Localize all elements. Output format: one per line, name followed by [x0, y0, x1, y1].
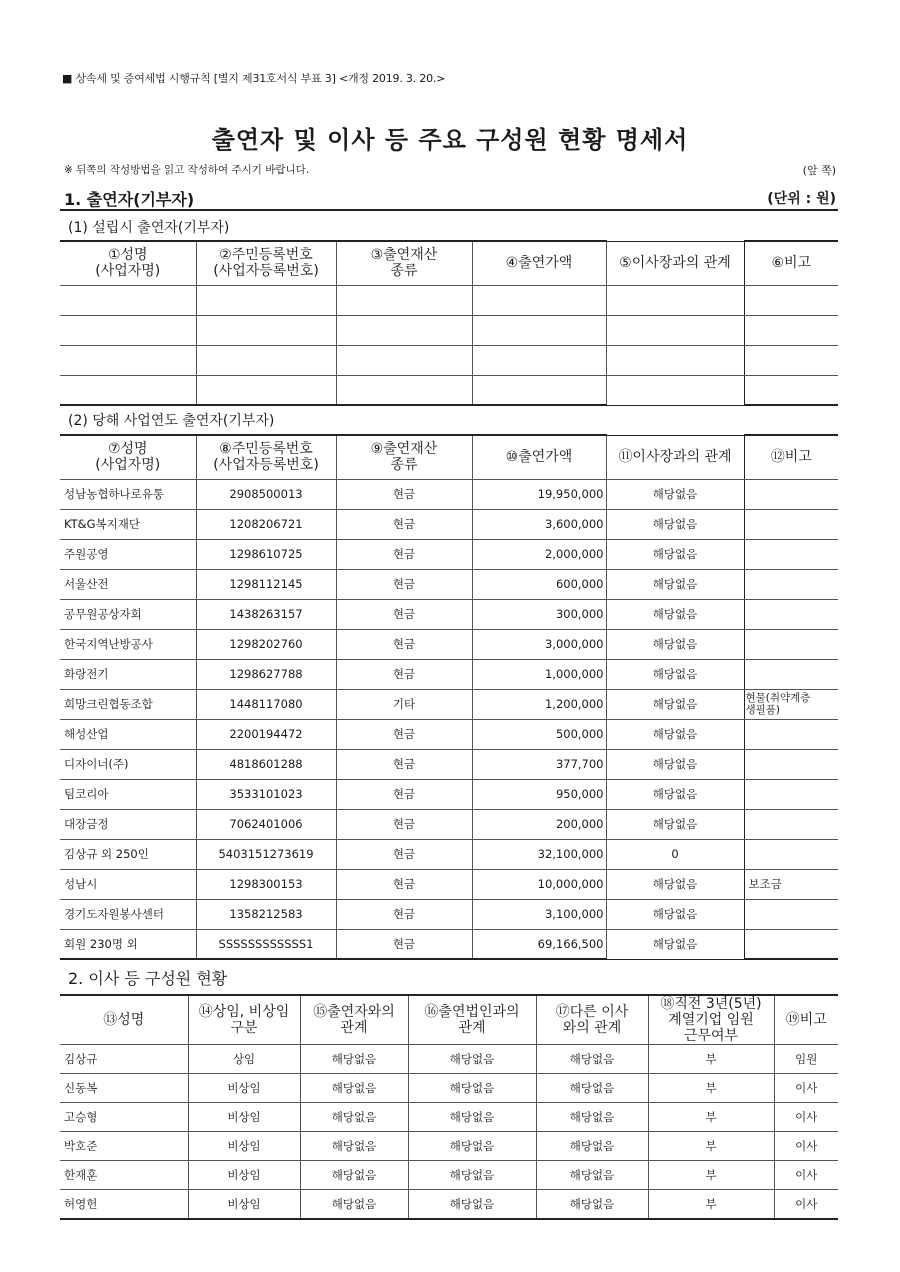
- table-cell: 비상임: [188, 1161, 300, 1190]
- current-year-donors-table: [60, 434, 838, 960]
- table-cell: 현금: [336, 599, 472, 629]
- table-cell: 현금: [336, 929, 472, 959]
- table-row: [60, 599, 838, 629]
- table-cell: [60, 375, 196, 405]
- table-row: [60, 659, 838, 689]
- table-cell: 화랑전기: [60, 659, 196, 689]
- table-cell: 디자이너(주): [60, 749, 196, 779]
- table-cell: 500,000: [472, 719, 606, 749]
- table-cell: 해당없음: [536, 1074, 648, 1103]
- table-cell: 4818601288: [196, 749, 336, 779]
- table-cell: [196, 315, 336, 345]
- table-cell: 해당없음: [408, 1190, 536, 1219]
- unit-label: (단위 : 원): [767, 191, 836, 207]
- table-cell: 해당없음: [606, 539, 744, 569]
- table-cell: 현금: [336, 509, 472, 539]
- table-cell: [196, 375, 336, 405]
- table-cell: 이사: [774, 1074, 838, 1103]
- table-header-row: [60, 995, 838, 1045]
- table-cell: 1,000,000: [472, 659, 606, 689]
- table-cell: 현금: [336, 899, 472, 929]
- table-cell: 이사: [774, 1190, 838, 1219]
- header-donor-relation: ⑮출연자와의 관계: [300, 995, 408, 1045]
- table-row: [60, 1103, 838, 1132]
- header-name: ①성명 (사업자명): [60, 241, 196, 285]
- table-row: [60, 1161, 838, 1190]
- table-cell: 경기도자원봉사센터: [60, 899, 196, 929]
- table-cell: [744, 569, 838, 599]
- table-cell: 해성산업: [60, 719, 196, 749]
- table-cell: 부: [648, 1103, 774, 1132]
- table-cell: [744, 899, 838, 929]
- table-row: [60, 839, 838, 869]
- table-cell: [744, 929, 838, 959]
- table-cell: 성남시: [60, 869, 196, 899]
- table-cell: 해당없음: [300, 1190, 408, 1219]
- table-cell: 현금: [336, 809, 472, 839]
- table-cell: 해당없음: [606, 779, 744, 809]
- table-cell: 주원공영: [60, 539, 196, 569]
- table-cell: 해당없음: [606, 629, 744, 659]
- table-row: [60, 375, 838, 405]
- table-cell: [744, 599, 838, 629]
- table-cell: 허영헌: [60, 1190, 188, 1219]
- table-cell: 해당없음: [606, 749, 744, 779]
- table-cell: [60, 345, 196, 375]
- table-cell: 1298202760: [196, 629, 336, 659]
- table-cell: 해당없음: [536, 1103, 648, 1132]
- header-corp-relation: ⑯출연법인과의 관계: [408, 995, 536, 1045]
- table-cell: 박호준: [60, 1132, 188, 1161]
- table-row: [60, 929, 838, 959]
- header-other-director-relation: ⑰다른 이사 와의 관계: [536, 995, 648, 1045]
- table-row: [60, 899, 838, 929]
- table-row: [60, 689, 838, 719]
- header-asset-type: ③출연재산 종류: [336, 241, 472, 285]
- table-row: [60, 629, 838, 659]
- table-cell: [744, 285, 838, 315]
- table-cell: 회원 230명 외: [60, 929, 196, 959]
- table-cell: 한재훈: [60, 1161, 188, 1190]
- table-cell: 1438263157: [196, 599, 336, 629]
- table-cell: [744, 539, 838, 569]
- table-cell: 현금: [336, 569, 472, 599]
- table-cell: 현금: [336, 779, 472, 809]
- table-cell: 300,000: [472, 599, 606, 629]
- board-members-table: [60, 994, 838, 1220]
- page-side-label: (앞 쪽): [802, 164, 836, 177]
- header-remark: ⑫비고: [744, 435, 838, 479]
- table-row: [60, 509, 838, 539]
- table-cell: [744, 809, 838, 839]
- table-cell: 팀코리아: [60, 779, 196, 809]
- table-cell: SSSSSSSSSSSS1: [196, 929, 336, 959]
- table-row: [60, 285, 838, 315]
- table-cell: 해당없음: [408, 1103, 536, 1132]
- table-cell: [606, 375, 744, 405]
- table-cell: 19,950,000: [472, 479, 606, 509]
- table-cell: 상임: [188, 1045, 300, 1074]
- table-cell: 600,000: [472, 569, 606, 599]
- table-cell: 0: [606, 839, 744, 869]
- founding-donors-table: [60, 240, 838, 406]
- table-cell: 1298112145: [196, 569, 336, 599]
- header-affiliate-executive: ⑱직전 3년(5년) 계열기업 임원 근무여부: [648, 995, 774, 1045]
- table-cell: 69,166,500: [472, 929, 606, 959]
- table-row: [60, 1190, 838, 1219]
- table-cell: 해당없음: [408, 1074, 536, 1103]
- table-cell: 1298610725: [196, 539, 336, 569]
- table-cell: 부: [648, 1045, 774, 1074]
- table-cell: [744, 345, 838, 375]
- table-cell: [606, 345, 744, 375]
- table-cell: [336, 285, 472, 315]
- table-cell: [744, 315, 838, 345]
- table-cell: 3533101023: [196, 779, 336, 809]
- table-cell: 3,600,000: [472, 509, 606, 539]
- table-row: [60, 569, 838, 599]
- table-cell: 현금: [336, 479, 472, 509]
- table-cell: 해당없음: [300, 1103, 408, 1132]
- table-cell: 3,000,000: [472, 629, 606, 659]
- header-reg-no: ②주민등록번호 (사업자등록번호): [196, 241, 336, 285]
- table-cell: [196, 345, 336, 375]
- table-cell: 2200194472: [196, 719, 336, 749]
- table-cell: 김상규: [60, 1045, 188, 1074]
- table-cell: 현금: [336, 719, 472, 749]
- table-cell: 1,200,000: [472, 689, 606, 719]
- table-cell: 현금: [336, 839, 472, 869]
- table-cell: [336, 345, 472, 375]
- table-cell: 1298627788: [196, 659, 336, 689]
- table-cell: 성남농협하나로유통: [60, 479, 196, 509]
- table-cell: 현금: [336, 869, 472, 899]
- table-cell: 해당없음: [536, 1190, 648, 1219]
- table-cell: 377,700: [472, 749, 606, 779]
- table-cell: 해당없음: [300, 1161, 408, 1190]
- table-cell: [744, 719, 838, 749]
- table-row: [60, 479, 838, 509]
- table-cell: 2908500013: [196, 479, 336, 509]
- table-cell: 희망크린협동조합: [60, 689, 196, 719]
- table-cell: 현금: [336, 749, 472, 779]
- table-cell: 7062401006: [196, 809, 336, 839]
- table-cell: [744, 839, 838, 869]
- guide-note: ※ 뒤쪽의 작성방법을 읽고 작성하여 주시기 바랍니다.: [64, 164, 310, 176]
- table-cell: [336, 315, 472, 345]
- table-cell: 김상규 외 250인: [60, 839, 196, 869]
- table-cell: 해당없음: [606, 869, 744, 899]
- table-cell: 현금: [336, 629, 472, 659]
- table-cell: 해당없음: [300, 1074, 408, 1103]
- table-cell: 해당없음: [606, 659, 744, 689]
- header-remark: ⑥비고: [744, 241, 838, 285]
- table-cell: [60, 315, 196, 345]
- table-cell: 비상임: [188, 1074, 300, 1103]
- table-row: [60, 1132, 838, 1161]
- table-cell: 해당없음: [536, 1161, 648, 1190]
- table-cell: 임원: [774, 1045, 838, 1074]
- table-row: [60, 869, 838, 899]
- sub1-title: (1) 설립시 출연자(기부자): [68, 220, 230, 236]
- table-cell: 부: [648, 1161, 774, 1190]
- table-cell: 현금: [336, 659, 472, 689]
- table-cell: 해당없음: [606, 599, 744, 629]
- sub2-title: (2) 당해 사업연도 출연자(기부자): [68, 413, 275, 429]
- table-cell: [606, 285, 744, 315]
- table-cell: [60, 285, 196, 315]
- table-cell: 비상임: [188, 1132, 300, 1161]
- table-cell: 32,100,000: [472, 839, 606, 869]
- table-cell: 대장금정: [60, 809, 196, 839]
- table-cell: 해당없음: [408, 1132, 536, 1161]
- header-member-name: ⑬성명: [60, 995, 188, 1045]
- table-cell: 해당없음: [606, 809, 744, 839]
- table-cell: 이사: [774, 1103, 838, 1132]
- table-cell: [472, 315, 606, 345]
- header-name: ⑦성명 (사업자명): [60, 435, 196, 479]
- header-relation: ⑤이사장과의 관계: [606, 241, 744, 285]
- table-cell: 해당없음: [408, 1161, 536, 1190]
- section2-title: 2. 이사 등 구성원 현황: [68, 969, 228, 988]
- header-asset-type: ⑨출연재산 종류: [336, 435, 472, 479]
- table-cell: 해당없음: [606, 929, 744, 959]
- table-cell: [744, 779, 838, 809]
- header-amount: ⑩출연가액: [472, 435, 606, 479]
- table-row: [60, 345, 838, 375]
- table-cell: 고승형: [60, 1103, 188, 1132]
- table-cell: 해당없음: [606, 479, 744, 509]
- header-remark: ⑲비고: [774, 995, 838, 1045]
- page-title: 출연자 및 이사 등 주요 구성원 현황 명세서: [211, 126, 689, 154]
- table-cell: 해당없음: [606, 509, 744, 539]
- header-relation: ⑪이사장과의 관계: [606, 435, 744, 479]
- table-cell: [606, 315, 744, 345]
- table-cell: 해당없음: [606, 569, 744, 599]
- table-cell: KT&G복지재단: [60, 509, 196, 539]
- table-cell: 비상임: [188, 1190, 300, 1219]
- table-cell: 해당없음: [300, 1045, 408, 1074]
- form-reference-note: ■ 상속세 및 증여세법 시행규칙 [별지 제31호서식 부표 3] <개정 2019. 3. 20.>: [62, 72, 446, 85]
- table-cell: [744, 659, 838, 689]
- table-cell: 해당없음: [408, 1045, 536, 1074]
- table-cell: 현금: [336, 539, 472, 569]
- section1-rule: [60, 209, 838, 211]
- table-row: [60, 749, 838, 779]
- table-cell: 공무원공상자회: [60, 599, 196, 629]
- header-reg-no: ⑧주민등록번호 (사업자등록번호): [196, 435, 336, 479]
- table-cell: [744, 479, 838, 509]
- table-cell: 부: [648, 1190, 774, 1219]
- section1-title: 1. 출연자(기부자): [64, 190, 195, 209]
- table-cell: 부: [648, 1074, 774, 1103]
- table-cell: [472, 375, 606, 405]
- table-row: [60, 539, 838, 569]
- table-cell: 2,000,000: [472, 539, 606, 569]
- table-cell: 10,000,000: [472, 869, 606, 899]
- table-cell: [744, 629, 838, 659]
- table-cell: 5403151273619: [196, 839, 336, 869]
- table-cell: 200,000: [472, 809, 606, 839]
- table-cell: 이사: [774, 1161, 838, 1190]
- table-cell: 서울산전: [60, 569, 196, 599]
- header-amount: ④출연가액: [472, 241, 606, 285]
- table-cell: 1358212583: [196, 899, 336, 929]
- table-cell: 한국지역난방공사: [60, 629, 196, 659]
- table-cell: 해당없음: [606, 719, 744, 749]
- table-row: [60, 719, 838, 749]
- table-cell: 해당없음: [300, 1132, 408, 1161]
- table-cell: [336, 375, 472, 405]
- table-cell: 해당없음: [606, 899, 744, 929]
- table-cell: [472, 285, 606, 315]
- table-cell: 해당없음: [606, 689, 744, 719]
- table-header-row: [60, 241, 838, 285]
- table-row: [60, 315, 838, 345]
- table-cell: 해당없음: [536, 1132, 648, 1161]
- table-cell: 현물(취약계층 생필품): [744, 689, 838, 719]
- table-row: [60, 1045, 838, 1074]
- table-cell: 신동복: [60, 1074, 188, 1103]
- table-cell: [472, 345, 606, 375]
- table-cell: 1208206721: [196, 509, 336, 539]
- table-cell: 비상임: [188, 1103, 300, 1132]
- table-cell: [744, 509, 838, 539]
- table-row: [60, 1074, 838, 1103]
- table-cell: 1298300153: [196, 869, 336, 899]
- table-cell: [744, 375, 838, 405]
- table-row: [60, 809, 838, 839]
- table-header-row: [60, 435, 838, 479]
- table-cell: 이사: [774, 1132, 838, 1161]
- table-row: [60, 779, 838, 809]
- table-cell: 950,000: [472, 779, 606, 809]
- table-cell: [744, 749, 838, 779]
- table-cell: 부: [648, 1132, 774, 1161]
- header-fulltime-type: ⑭상임, 비상임 구분: [188, 995, 300, 1045]
- table-cell: 보조금: [744, 869, 838, 899]
- table-cell: 3,100,000: [472, 899, 606, 929]
- table-cell: 해당없음: [536, 1045, 648, 1074]
- table-cell: 기타: [336, 689, 472, 719]
- table-cell: [196, 285, 336, 315]
- table-cell: 1448117080: [196, 689, 336, 719]
